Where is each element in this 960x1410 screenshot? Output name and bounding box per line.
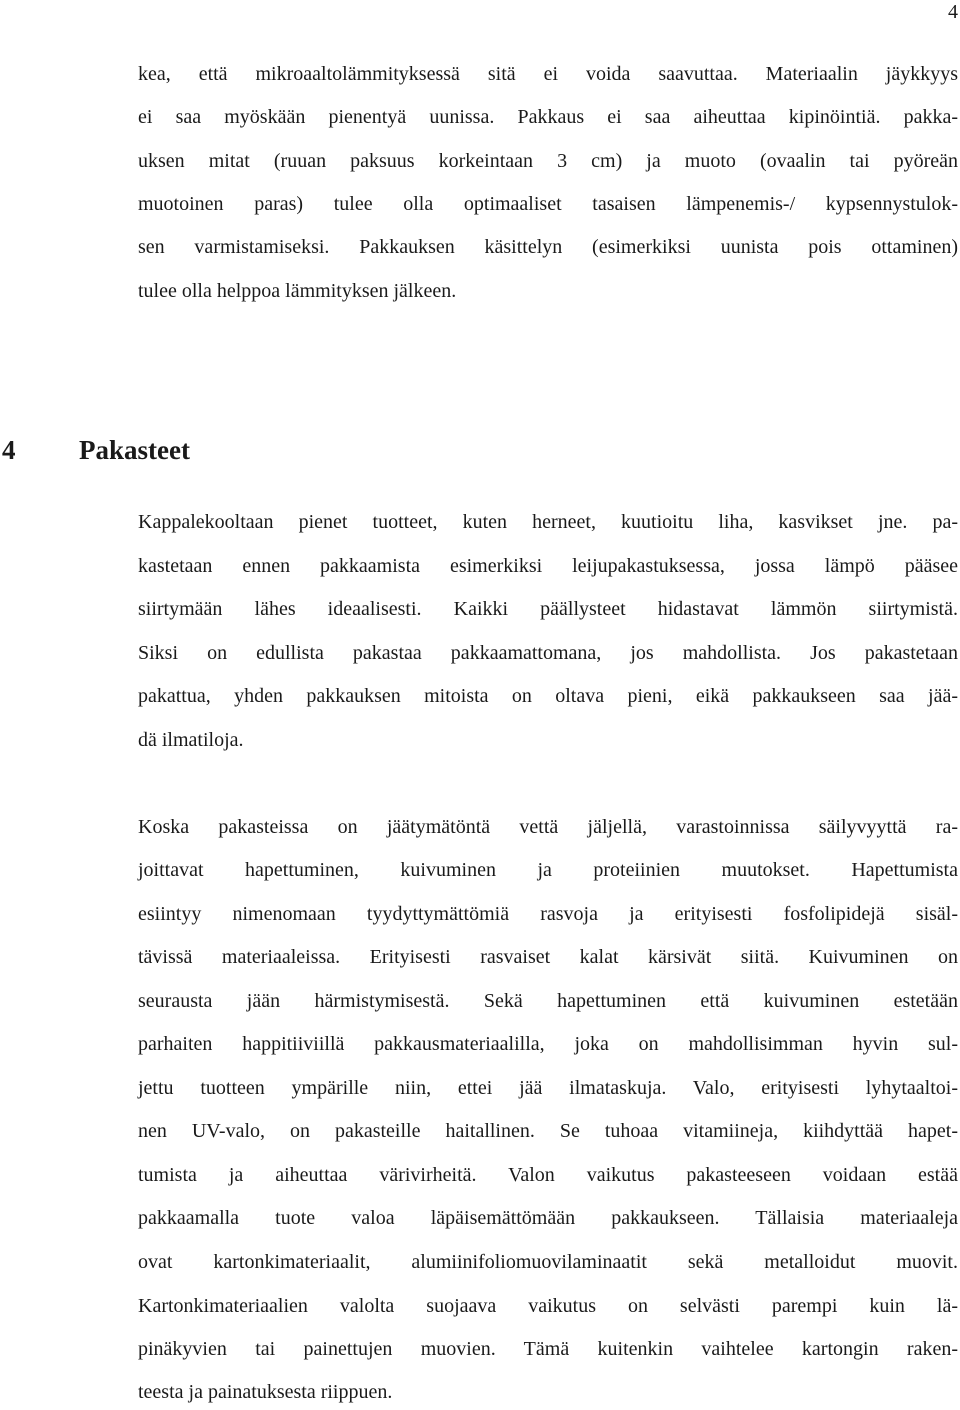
text-line: parhaiten happitiiviillä pakkausmateriaalilla, joka on mahdollisimman hyvin sul- <box>138 1033 958 1055</box>
text-line: siirtymään lähes ideaalisesti. Kaikki päällysteet hidastavat lämmön siirtymistä. <box>138 598 958 620</box>
text-line: teesta ja painatuksesta riippuen. <box>138 1381 393 1403</box>
text-line: uksen mitat (ruuan paksuus korkeintaan 3 cm) ja muoto (ovaalin tai pyöreän <box>138 150 958 172</box>
text-line: ovat kartonkimateriaalit, alumiinifoliomuovilaminaatit sekä metalloidut muovit. <box>138 1251 958 1273</box>
text-line: dä ilmatiloja. <box>138 729 244 751</box>
text-line: pinäkyvien tai painettujen muovien. Tämä kuitenkin vaihtelee kartongin raken- <box>138 1338 958 1360</box>
text-line: Kappalekooltaan pienet tuotteet, kuten herneet, kuutioitu liha, kasvikset jne. pa- <box>138 511 958 533</box>
text-line: tulee olla helppoa lämmityksen jälkeen. <box>138 280 457 302</box>
text-line: tumista ja aiheuttaa värivirheitä. Valon vaikutus pakasteeseen voidaan estää <box>138 1164 958 1186</box>
text-line: esiintyy nimenomaan tyydyttymättömiä rasvoja ja erityisesti fosfolipidejä sisäl- <box>138 903 958 925</box>
text-line: jettu tuotteen ympärille niin, ettei jää ilmataskuja. Valo, erityisesti lyhytaaltoi- <box>138 1077 958 1099</box>
text-line: tävissä materiaaleissa. Erityisesti rasvaiset kalat kärsivät siitä. Kuivuminen on <box>138 946 958 968</box>
section-number: 4 <box>2 435 16 465</box>
text-line: Kartonkimateriaalien valolta suojaava vaikutus on selvästi parempi kuin lä- <box>138 1295 958 1317</box>
text-line: joittavat hapettuminen, kuivuminen ja proteiinien muutokset. Hapettumista <box>138 859 958 881</box>
text-line: pakkaamalla tuote valoa läpäisemättömään pakkaukseen. Tällaisia materiaaleja <box>138 1207 958 1229</box>
text-line: Siksi on edullista pakastaa pakkaamattomana, jos mahdollista. Jos pakastetaan <box>138 642 958 664</box>
text-line: kastetaan ennen pakkaamista esimerkiksi leijupakastuksessa, jossa lämpö pääsee <box>138 555 958 577</box>
text-line: ei saa myöskään pienentyä uunissa. Pakkaus ei saa aiheuttaa kipinöintiä. pakka- <box>138 106 958 128</box>
text-line: sen varmistamiseksi. Pakkauksen käsittelyn (esimerkiksi uunista pois ottaminen) <box>138 236 958 258</box>
text-line: nen UV-valo, on pakasteille haitallinen. Se tuhoaa vitamiineja, kiihdyttää hapet- <box>138 1120 958 1142</box>
text-line: pakattua, yhden pakkauksen mitoista on oltava pieni, eikä pakkaukseen saa jää- <box>138 685 958 707</box>
text-line: muotoinen paras) tulee olla optimaaliset tasaisen lämpenemis-/ kypsennystulok- <box>138 193 958 215</box>
section-title: Pakasteet <box>79 435 190 465</box>
page-number: 4 <box>948 1 958 23</box>
text-line: seurausta jään härmistymisestä. Sekä hapettuminen että kuivuminen estetään <box>138 990 958 1012</box>
text-line: Koska pakasteissa on jäätymätöntä vettä jäljellä, varastoinnissa säilyvyyttä ra- <box>138 816 958 838</box>
text-line: kea, että mikroaaltolämmityksessä sitä ei voida saavuttaa. Materiaalin jäykkyys <box>138 63 958 85</box>
